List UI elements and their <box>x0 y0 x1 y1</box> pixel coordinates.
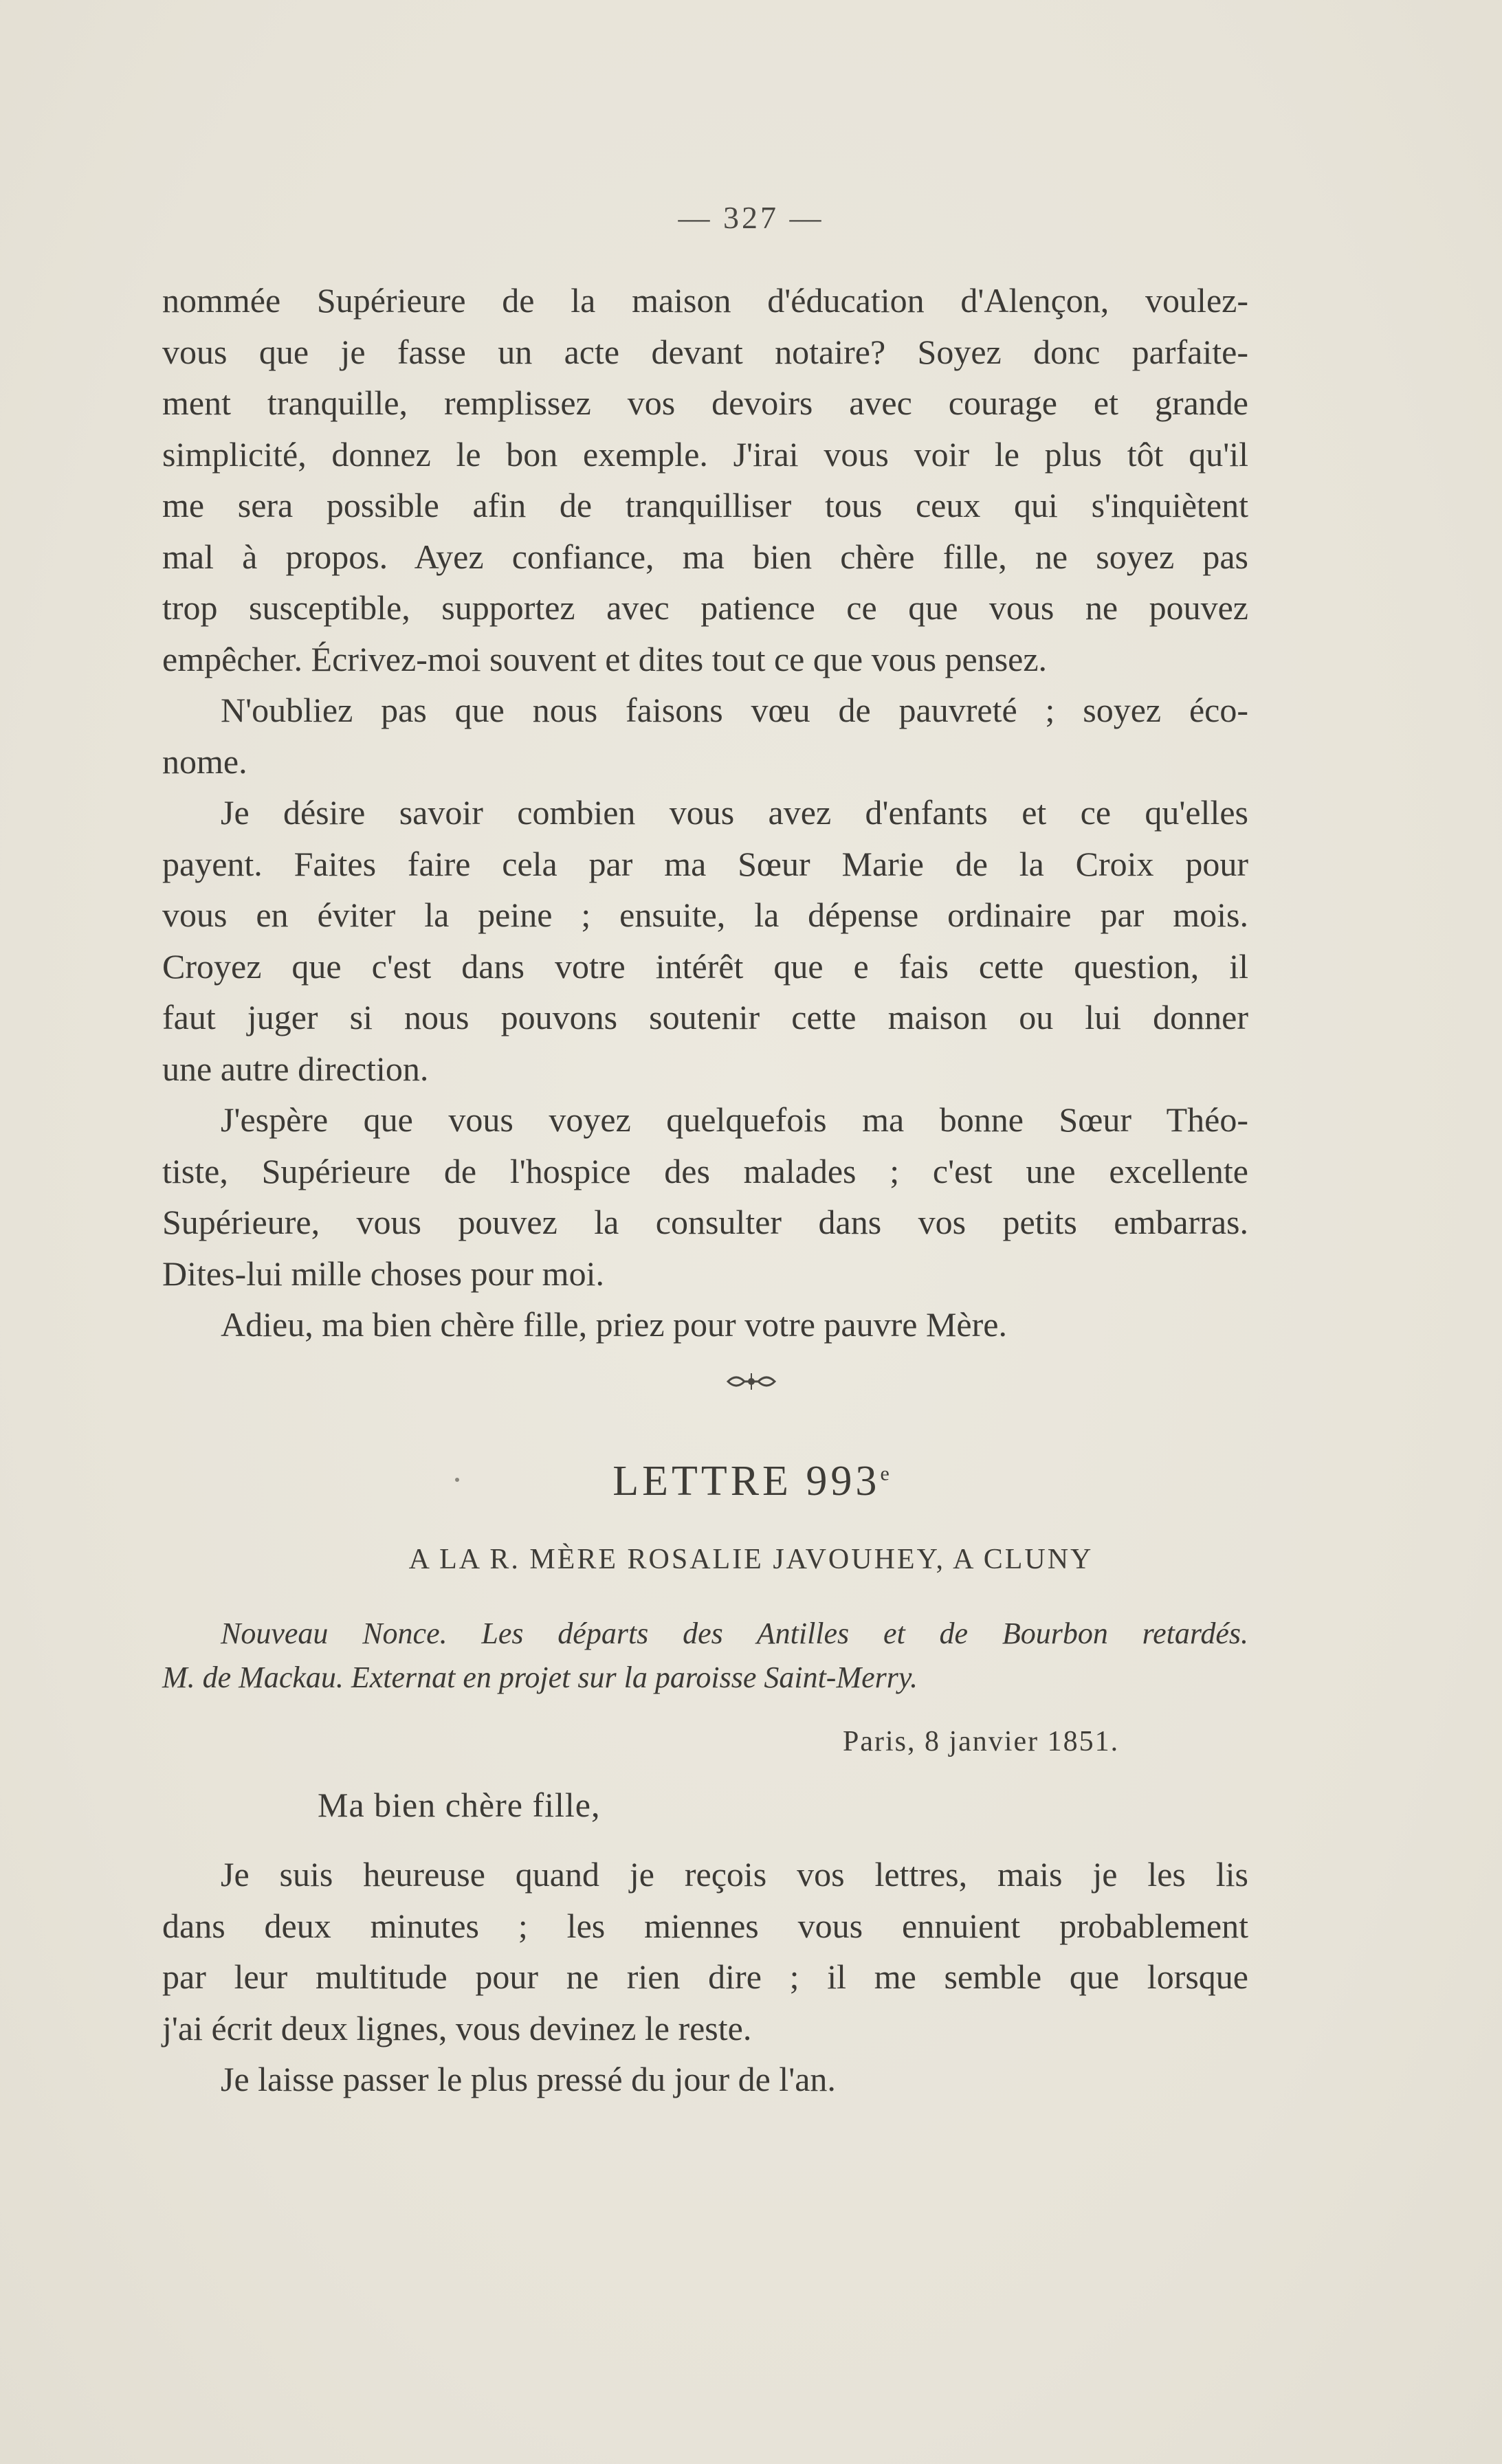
fleuron-icon <box>724 1368 779 1395</box>
letter-title-superscript: e <box>880 1462 890 1485</box>
text-line: faut juger si nous pouvons soutenir cette maison ou lui donner <box>162 998 1248 1036</box>
text-line: vous que je fasse un acte devant notaire? Soyez donc parfaite- <box>162 332 1248 371</box>
text-line: nome. <box>162 742 247 781</box>
text-line: J'espère que vous voyez quelquefois ma bonne Sœur Théo- <box>221 1100 1248 1139</box>
text-line: tiste, Supérieure de l'hospice des malades ; c'est une excellente <box>162 1151 1248 1190</box>
text-line: une autre direction. <box>162 1049 429 1088</box>
text-line: Croyez que c'est dans votre intérêt que e fais cette question, il <box>162 946 1248 986</box>
text-line: Dites-lui mille choses pour moi. <box>162 1254 604 1293</box>
letter-summary <box>162 1612 1248 1700</box>
text-line: dans deux minutes ; les miennes vous ennuient probablement <box>162 1906 1248 1945</box>
text-line: payent. Faites faire cela par ma Sœur Marie de la Croix pour <box>162 844 1248 883</box>
text-line: nommée Supérieure de la maison d'éducation d'Alençon, voulez- <box>162 281 1248 320</box>
letter-salutation: Ma bien chère fille, <box>318 1786 601 1824</box>
text-line: Je suis heureuse quand je reçois vos lettres, mais je les lis <box>221 1855 1248 1894</box>
section-ornament <box>0 1368 1502 1399</box>
letter-title <box>0 1457 1502 1506</box>
summary-line: Nouveau Nonce. Les départs des Antilles et de Bourbon retardés. <box>221 1617 1248 1650</box>
page-number: — 327 — <box>678 200 824 235</box>
text-line: Je laisse passer le plus pressé du jour de l'an. <box>221 2060 836 2098</box>
text-line: j'ai écrit deux lignes, vous devinez le reste. <box>162 2008 752 2047</box>
text-line: vous en éviter la peine ; ensuite, la dépense ordinaire par mois. <box>162 896 1248 934</box>
text-line: ment tranquille, remplissez vos devoirs avec courage et grande <box>162 384 1248 422</box>
letter-recipient: A LA R. MÈRE ROSALIE JAVOUHEY, A CLUNY <box>408 1544 1094 1575</box>
letter-body-text <box>162 1849 1248 2105</box>
text-line: me sera possible afin de tranquilliser tous ceux qui s'inquiètent <box>162 486 1248 524</box>
text-line: trop susceptible, supportez avec patience ce que vous ne pouvez <box>162 588 1248 627</box>
letter-dateline: Paris, 8 janvier 1851. <box>843 1726 1120 1757</box>
text-line: simplicité, donnez le bon exemple. J'irai vous voir le plus tôt qu'il <box>162 434 1248 474</box>
text-line: mal à propos. Ayez confiance, ma bien chère fille, ne soyez pas <box>162 537 1248 576</box>
text-line: N'oubliez pas que nous faisons vœu de pauvreté ; soyez éco- <box>221 691 1248 729</box>
text-line: empêcher. Écrivez-moi souvent et dites tout ce que vous pensez. <box>162 639 1048 678</box>
text-line: Supérieure, vous pouvez la consulter dans vos petits embarras. <box>162 1203 1248 1241</box>
summary-line: M. de Mackau. Externat en projet sur la paroisse Saint-Merry. <box>162 1661 918 1694</box>
letter-title-text: LETTRE 993 <box>612 1458 881 1505</box>
text-line: Adieu, ma bien chère fille, priez pour votre pauvre Mère. <box>221 1305 1007 1344</box>
letter-continuation-text <box>162 275 1248 1351</box>
text-line: par leur multitude pour ne rien dire ; il me semble que lorsque <box>162 1957 1248 1996</box>
text-line: Je désire savoir combien vous avez d'enfants et ce qu'elles <box>221 793 1248 832</box>
